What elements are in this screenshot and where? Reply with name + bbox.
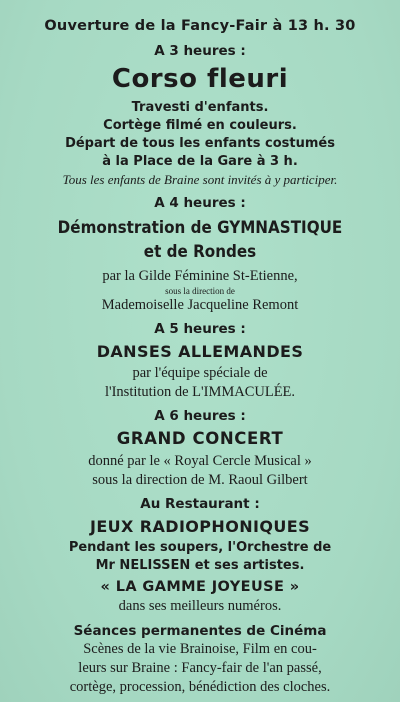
section-title-cont: et de Rondes [143, 242, 257, 261]
section-time: Au Restaurant : [140, 496, 260, 512]
section-title: DANSES ALLEMANDES [96, 342, 304, 361]
opening-time: Ouverture de la Fancy-Fair à 13 h. 30 [44, 18, 356, 34]
section-line: cortège, procession, bénédiction des cloches. [69, 679, 331, 695]
section-line: par la Gilde Féminine St-Etienne, [102, 268, 298, 284]
section-concert [14, 408, 386, 490]
section-time: A 4 heures : [154, 195, 246, 211]
section-direction-note: sous la direction de [165, 286, 235, 296]
section-cinema [14, 622, 386, 697]
section-title: Séances permanentes de Cinéma [73, 623, 327, 639]
section-restaurant [14, 496, 386, 616]
section-title: GRAND CONCERT [116, 429, 284, 448]
section-line: par l'équipe spéciale de [132, 365, 268, 381]
section-line: Scènes de la vie Brainoise, Film en cou- [83, 641, 317, 657]
section-line: sous la direction de M. Raoul Gilbert [92, 472, 308, 488]
section-title: Démonstration de GYMNASTIQUE [57, 218, 343, 237]
section-line: l'Institution de L'IMMACULÉE. [104, 384, 296, 400]
section-time: A 5 heures : [154, 321, 246, 337]
section-line: donné par le « Royal Cercle Musical » [88, 453, 312, 469]
section-title: Corso fleuri [111, 64, 289, 94]
section-line: dans ses meilleurs numéros. [118, 598, 282, 614]
section-danses [14, 321, 386, 402]
section-corso-fleuri [14, 43, 386, 189]
section-gymnastique [14, 195, 386, 315]
section-line: leurs sur Braine : Fancy-fair de l'an passé, [78, 660, 322, 676]
section-line: Pendant les soupers, l'Orchestre de [68, 540, 332, 555]
section-line: Mr NELISSEN et ses artistes. [95, 557, 305, 573]
section-title: JEUX RADIOPHONIQUES [89, 517, 311, 536]
section-line: à la Place de la Gare à 3 h. [102, 154, 298, 169]
section-line: Travesti d'enfants. [131, 100, 269, 115]
section-line: Cortège filmé en couleurs. [103, 118, 297, 133]
section-time: A 6 heures : [154, 408, 246, 424]
section-line: Départ de tous les enfants costumés [65, 136, 335, 151]
gamme-joyeuse-title: « LA GAMME JOYEUSE » [100, 579, 300, 595]
section-time: A 3 heures : [154, 43, 246, 59]
section-director: Mademoiselle Jacqueline Remont [101, 297, 299, 313]
section-note: Tous les enfants de Braine sont invités à y participer. [62, 172, 338, 187]
